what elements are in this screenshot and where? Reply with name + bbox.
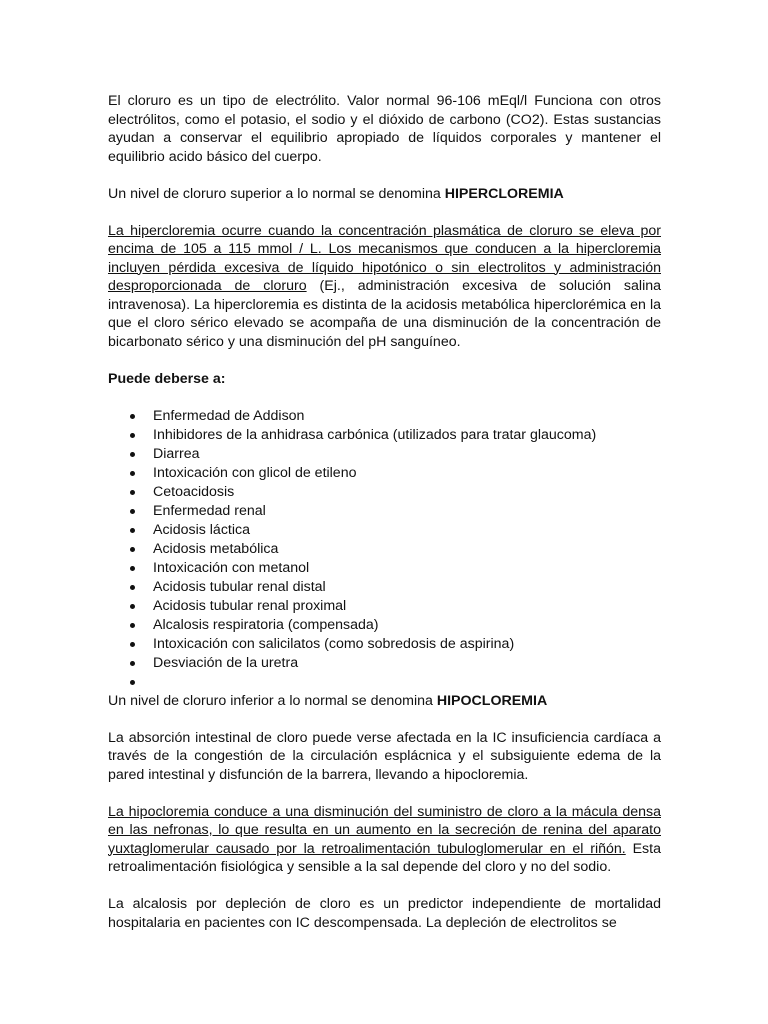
paragraph-hyperchloremia-intro [108, 185, 661, 204]
list-item: Acidosis tubular renal proximal [108, 597, 661, 616]
bullet-icon [130, 509, 135, 514]
list-item: Acidosis tubular renal distal [108, 578, 661, 597]
hyperchloremia-rest-text: (Ej., administración excesiva de solución salina intravenosa). La hipercloremia es distinta de la acidosis metabólica hiperclorémica en la que el cloro sérico elevado se acompaña de una disminución de la concentración de bicarbonato sérico y una disminución del pH sanguíneo. [108, 278, 661, 350]
bullet-icon [130, 642, 135, 647]
bullet-icon [130, 623, 135, 628]
list-item: Intoxicación con metanol [108, 559, 661, 578]
bullet-icon [130, 566, 135, 571]
paragraph-hypochloremia-mechanism [108, 803, 661, 877]
paragraph-hypochloremia-intro [108, 692, 661, 711]
bullet-icon [130, 452, 135, 457]
list-item: Intoxicación con salicilatos (como sobredosis de aspirina) [108, 635, 661, 654]
hypochloremia-intro-text: Un nivel de cloruro inferior a lo normal se denomina [108, 692, 437, 709]
bullet-icon [130, 490, 135, 495]
list-item: Enfermedad renal [108, 502, 661, 521]
paragraph-hyperchloremia-mechanism [108, 222, 661, 352]
hyperchloremia-intro-text: Un nivel de cloruro superior a lo normal se denomina [108, 185, 445, 202]
hyperchloremia-term: HIPERCLOREMIA [444, 185, 564, 202]
bullet-icon [130, 585, 135, 590]
hyperchloremia-underlined-text: La hipercloremia ocurre cuando la concentración plasmática de cloruro se eleva por encima de 105 a 115 mmol / L. Los mecanismos que conducen a la hipercloremia incluyen pérdida excesiva de líquido hipotónico o sin electrolitos y administración desproporcionada de cloruro [108, 222, 661, 294]
heading-causes [108, 370, 661, 389]
causes-heading-text: Puede deberse a: [108, 370, 226, 387]
list-item: Alcalosis respiratoria (compensada) [108, 616, 661, 635]
causes-list [108, 407, 661, 692]
list-item [108, 673, 661, 692]
list-item: Acidosis láctica [108, 521, 661, 540]
list-item: Acidosis metabólica [108, 540, 661, 559]
paragraph-alkalosis-predictor: La alcalosis por depleción de cloro es un predictor independiente de mortalidad hospitalaria en pacientes con IC descompensada. La depleción de electrolitos se [108, 896, 661, 931]
bullet-icon [130, 680, 135, 685]
document-body [108, 92, 661, 932]
bullet-icon [130, 471, 135, 476]
list-item: Diarrea [108, 445, 661, 464]
hypochloremia-underlined-text: La hipocloremia conduce a una disminución del suministro de cloro a la mácula densa en las nefronas, lo que resulta en un aumento en la secreción de renina del aparato yuxtaglomerular causado por la retroalimentación tubuloglomerular en el riñón. [108, 803, 661, 857]
bullet-icon [130, 547, 135, 552]
bullet-icon [130, 661, 135, 666]
list-item: Cetoacidosis [108, 483, 661, 502]
bullet-icon [130, 604, 135, 609]
paragraph-chloride-definition: El cloruro es un tipo de electrólito. Valor normal 96-106 mEql/l Funciona con otros electrólitos, como el potasio, el sodio y el dióxido de carbono (CO2). Estas sustancias ayudan a conservar el equilibrio apropiado de líquidos corporales y mantener el equilibrio acido básico del cuerpo. [108, 93, 661, 165]
paragraph-intestinal-absorption: La absorción intestinal de cloro puede verse afectada en la IC insuficiencia cardíaca a través de la congestión de la circulación esplácnica y el subsiguiente edema de la pared intestinal y disfunción de la barrera, llevando a hipocloremia. [108, 729, 661, 783]
bullet-icon [130, 528, 135, 533]
bullet-icon [130, 433, 135, 438]
hypochloremia-term: HIPOCLOREMIA [436, 692, 548, 709]
list-item: Enfermedad de Addison [108, 407, 661, 426]
list-item: Desviación de la uretra [108, 654, 661, 673]
bullet-icon [130, 414, 135, 419]
list-item: Inhibidores de la anhidrasa carbónica (utilizados para tratar glaucoma) [108, 426, 661, 445]
list-item: Intoxicación con glicol de etileno [108, 464, 661, 483]
hypochloremia-rest-text: Esta retroalimentación fisiológica y sensible a la sal depende del cloro y no del sodio. [108, 840, 661, 875]
